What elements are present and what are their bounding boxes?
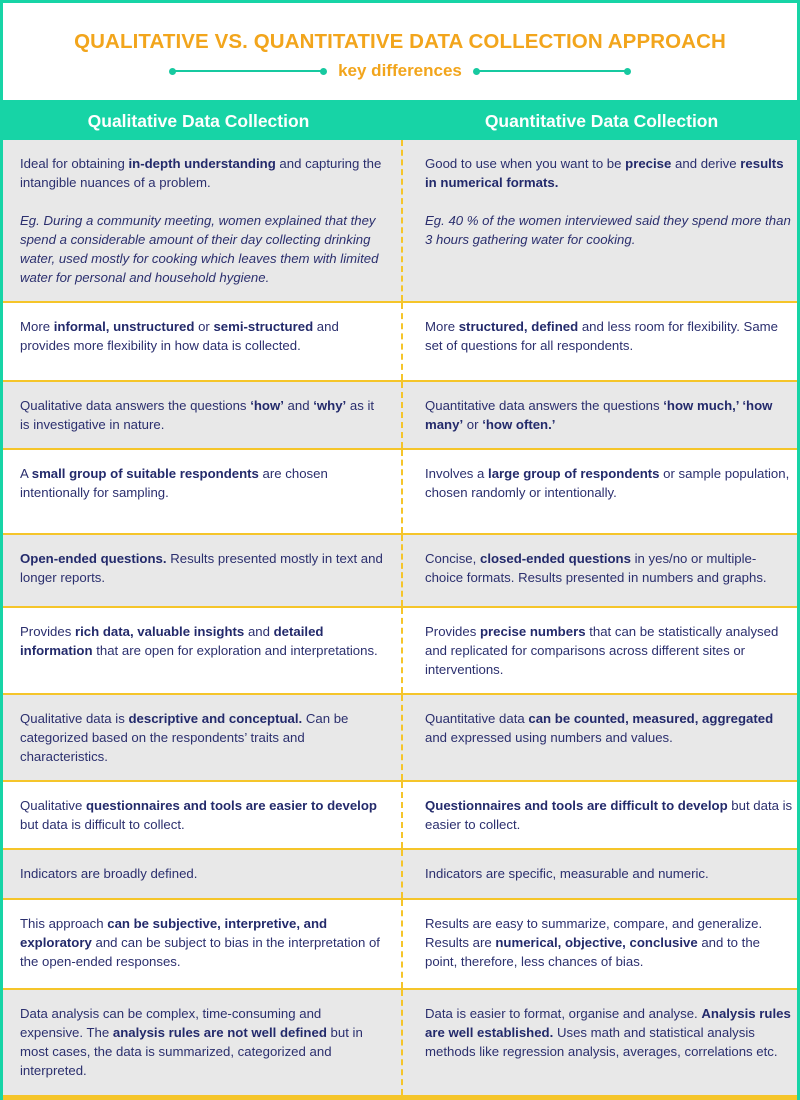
cell-paragraph xyxy=(425,396,793,434)
emphasis-text: rich data, valuable insights xyxy=(74,624,245,639)
cell-paragraph xyxy=(425,796,793,834)
body-text: and to the point, therefore, less chances of bias. xyxy=(425,935,760,969)
body-text: Can be categorized based on the respondents’ traits and characteristics. xyxy=(20,711,349,764)
quantitative-cell xyxy=(403,450,797,533)
qualitative-cell xyxy=(3,303,403,380)
emphasis-text: can be subjective, interpretive, and exploratory xyxy=(20,916,328,950)
quantitative-cell xyxy=(403,850,797,898)
emphasis-text: descriptive and conceptual. xyxy=(128,711,303,726)
cell-paragraph xyxy=(425,622,793,679)
body-text: Results are easy to summarize, compare, and generalize. Results are xyxy=(425,916,763,950)
quantitative-cell xyxy=(403,990,797,1095)
cell-paragraph xyxy=(20,464,387,502)
emphasis-text: ‘how often.’ xyxy=(482,417,556,432)
body-text: More xyxy=(20,319,54,334)
body-text: Qualitative xyxy=(20,798,86,813)
emphasis-text: Open-ended questions. xyxy=(20,551,167,566)
emphasis-text: results in numerical formats. xyxy=(425,156,784,190)
quantitative-cell xyxy=(403,535,797,606)
title-area xyxy=(3,3,797,100)
body-text: as it is investigative in nature. xyxy=(20,398,375,432)
qualitative-cell xyxy=(3,900,403,988)
body-text: Results presented mostly in text and longer reports. xyxy=(20,551,383,585)
body-text: or sample population, chosen randomly or intentionally. xyxy=(425,466,790,500)
body-text: Indicators are broadly defined. xyxy=(20,866,198,881)
quantitative-cell xyxy=(403,303,797,380)
emphasis-text: questionnaires and tools are easier to develop xyxy=(85,798,377,813)
table-row xyxy=(3,303,797,382)
emphasis-text: informal, unstructured xyxy=(53,319,195,334)
body-text: and capturing the intangible nuances of a problem. xyxy=(20,156,382,190)
emphasis-text: precise numbers xyxy=(479,624,586,639)
body-text: or xyxy=(194,319,214,334)
decorative-line-right-icon xyxy=(476,70,628,72)
cell-paragraph xyxy=(425,864,793,883)
cell-paragraph xyxy=(20,709,387,766)
body-text: Quantitative data xyxy=(425,711,529,726)
cell-paragraph xyxy=(20,864,387,883)
emphasis-text: ‘how’ xyxy=(250,398,284,413)
body-text: Qualitative data is xyxy=(20,711,129,726)
cell-paragraph xyxy=(20,317,387,355)
emphasis-text: analysis rules are not well defined xyxy=(112,1025,327,1040)
cell-paragraph xyxy=(425,464,793,502)
body-text: and xyxy=(283,398,314,413)
quantitative-cell xyxy=(403,608,797,693)
emphasis-text: in-depth understanding xyxy=(128,156,276,171)
emphasis-text: ‘why’ xyxy=(313,398,347,413)
body-text: Data analysis can be complex, time-consuming and expensive. The xyxy=(20,1006,322,1040)
cell-paragraph xyxy=(20,154,387,192)
emphasis-text: can be counted, measured, aggregated xyxy=(528,711,774,726)
emphasis-text: Questionnaires and tools are difficult to develop xyxy=(425,798,728,813)
quantitative-cell xyxy=(403,695,797,780)
body-text: This approach xyxy=(20,916,108,931)
qualitative-cell xyxy=(3,140,403,301)
body-text: Ideal for obtaining xyxy=(20,156,129,171)
body-text: and expressed using numbers and values. xyxy=(425,730,673,745)
cell-paragraph xyxy=(20,1004,387,1080)
example-text: Eg. During a community meeting, women explained that they spend a considerable amount of their day collecting drinking water, used mostly for cooking which leaves them with limited water for personal and household hygiene. xyxy=(20,213,379,285)
qualitative-cell xyxy=(3,782,403,848)
table-row xyxy=(3,850,797,900)
body-text: A xyxy=(20,466,32,481)
body-text: Involves a xyxy=(425,466,489,481)
cell-paragraph xyxy=(20,396,387,434)
body-text: but data is easier to collect. xyxy=(425,798,793,832)
table-header xyxy=(3,100,797,140)
cell-paragraph xyxy=(20,211,387,287)
table-row xyxy=(3,990,797,1097)
cell-paragraph xyxy=(20,796,387,834)
body-text: in yes/no or multiple-choice formats. Results presented in numbers and graphs. xyxy=(425,551,767,585)
qualitative-cell xyxy=(3,990,403,1095)
body-text: but data is difficult to collect. xyxy=(20,817,185,832)
quantitative-cell xyxy=(403,782,797,848)
emphasis-text: detailed information xyxy=(20,624,324,658)
body-text: that can be statistically analysed and replicated for comparisons across different sites or interventions. xyxy=(425,624,779,677)
emphasis-text: Analysis rules are well established. xyxy=(425,1006,791,1040)
table-row xyxy=(3,900,797,990)
column-header-quantitative: Quantitative Data Collection xyxy=(484,111,719,131)
body-text: are chosen intentionally for sampling. xyxy=(20,466,328,500)
qualitative-cell xyxy=(3,450,403,533)
table-row xyxy=(3,140,797,303)
cell-paragraph xyxy=(20,549,387,587)
table-row xyxy=(3,782,797,850)
quantitative-cell xyxy=(403,140,797,301)
subtitle-row xyxy=(3,59,797,83)
qualitative-cell xyxy=(3,535,403,606)
body-text: Quantitative data answers the questions xyxy=(425,398,664,413)
body-text: or xyxy=(463,417,483,432)
decorative-line-left-icon xyxy=(172,70,324,72)
emphasis-text: precise xyxy=(625,156,672,171)
cell-paragraph xyxy=(425,211,793,249)
cell-paragraph xyxy=(425,1004,793,1061)
cell-paragraph xyxy=(20,914,387,971)
table-row xyxy=(3,382,797,450)
emphasis-text: small group of suitable respondents xyxy=(31,466,259,481)
table-row xyxy=(3,535,797,608)
body-text: Concise, xyxy=(425,551,480,566)
cell-paragraph xyxy=(425,914,793,971)
comparison-table xyxy=(3,140,797,1097)
qualitative-cell xyxy=(3,850,403,898)
emphasis-text: closed-ended questions xyxy=(479,551,631,566)
body-text: and derive xyxy=(671,156,741,171)
body-text: and xyxy=(244,624,274,639)
body-text: and can be subject to bias in the interpretation of the open-ended responses. xyxy=(20,935,380,969)
subtitle: key differences xyxy=(338,61,462,80)
emphasis-text: structured, defined xyxy=(458,319,579,334)
emphasis-text: numerical, objective, conclusive xyxy=(495,935,698,950)
qualitative-cell xyxy=(3,608,403,693)
body-text: Qualitative data answers the questions xyxy=(20,398,251,413)
body-text: and less room for flexibility. Same set of questions for all respondents. xyxy=(425,319,778,353)
qualitative-cell xyxy=(3,695,403,780)
body-text: Provides xyxy=(425,624,480,639)
body-text: but in most cases, the data is summarized, categorized and interpreted. xyxy=(20,1025,363,1078)
table-row xyxy=(3,695,797,782)
quantitative-cell xyxy=(403,900,797,988)
body-text: Provides xyxy=(20,624,75,639)
cell-paragraph xyxy=(425,709,793,747)
column-header-qualitative: Qualitative Data Collection xyxy=(87,111,310,131)
cell-paragraph xyxy=(425,154,793,192)
cell-paragraph xyxy=(425,317,793,355)
body-text: and provides more flexibility in how data is collected. xyxy=(20,319,339,353)
emphasis-text: large group of respondents xyxy=(488,466,660,481)
body-text: Good to use when you want to be xyxy=(425,156,626,171)
page-title: QUALITATIVE VS. QUANTITATIVE DATA COLLECTION APPROACH xyxy=(74,30,726,53)
body-text: that are open for exploration and interpretations. xyxy=(92,643,378,658)
body-text: Indicators are specific, measurable and numeric. xyxy=(425,866,709,881)
emphasis-text: semi-structured xyxy=(213,319,314,334)
qualitative-cell xyxy=(3,382,403,448)
body-text: More xyxy=(425,319,459,334)
cell-paragraph xyxy=(425,549,793,587)
quantitative-cell xyxy=(403,382,797,448)
example-text: Eg. 40 % of the women interviewed said they spend more than 3 hours gathering water for cooking. xyxy=(425,213,791,247)
body-text: Uses math and statistical analysis methods like regression analysis, averages, correlations etc. xyxy=(425,1025,778,1059)
table-row xyxy=(3,608,797,695)
cell-paragraph xyxy=(20,622,387,660)
table-row xyxy=(3,450,797,535)
body-text: Data is easier to format, organise and analyse. xyxy=(425,1006,702,1021)
emphasis-text: ‘how much,’ ‘how many’ xyxy=(425,398,773,432)
